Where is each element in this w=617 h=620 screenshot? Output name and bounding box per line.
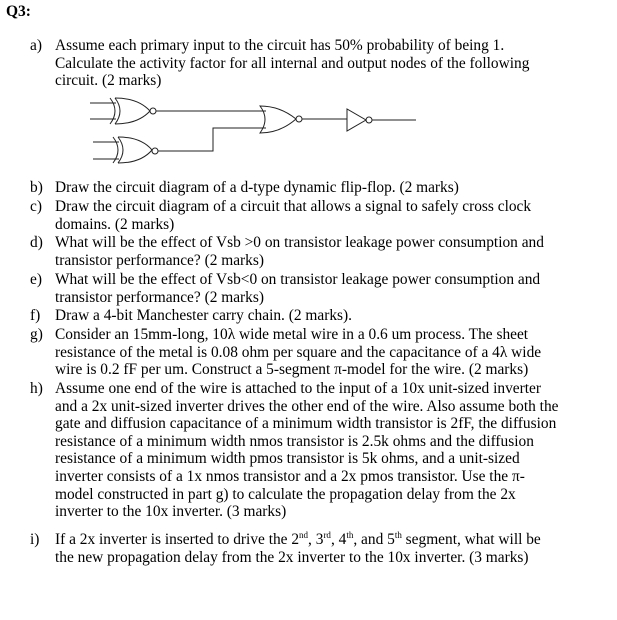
part-c [30,198,610,233]
part-text-line: model constructed in part g) to calculate the propagation delay from the 2x [55,485,516,503]
part-text-line: transistor performance? (2 marks) [55,251,264,269]
part-marker: f) [30,307,41,324]
ordinal-suffix: rd [323,530,331,540]
part-marker: h) [30,380,43,397]
part-marker: c) [30,198,42,215]
part-marker: g) [30,326,43,343]
xnor-gate-bottom-icon [93,137,158,163]
part-a [30,37,610,90]
part-marker: b) [30,179,43,196]
part-text-line [55,531,610,549]
part-marker: a) [30,37,42,54]
part-h [30,380,610,521]
part-text-line: resistance of the metal is 0.08 ohm per square and the capacitance of a 4λ wide [55,343,542,361]
part-text-line: the new propagation delay from the 2x inverter to the 10x inverter. (3 marks) [55,548,529,566]
part-marker: e) [30,271,42,288]
part-g [30,326,610,379]
part-d [30,234,610,269]
part-text-line: Consider an 15mm-long, 10λ wide metal wire in a 0.6 um process. The sheet [55,326,529,343]
ordinal-suffix: th [346,530,354,540]
part-text-line: inverter to the 10x inverter. (3 marks) [55,503,287,521]
part-text-line: Assume each primary input to the circuit has 50% probability of being 1. [55,37,505,54]
part-marker: d) [30,234,43,251]
part-marker: i) [30,531,40,548]
xnor-gate-top-icon [90,98,156,124]
part-text-line: Draw the circuit diagram of a d-type dynamic flip-flop. (2 marks) [55,179,459,196]
inverter-icon [347,109,372,131]
part-text-line: Calculate the activity factor for all internal and output nodes of the following [55,54,530,72]
part-text-line: Draw a 4-bit Manchester carry chain. (2 marks). [55,307,352,324]
part-text-line: wire is 0.2 fF per um. Construct a 5-segment π-model for the wire. (2 marks) [55,361,529,379]
part-text-line: What will be the effect of Vsb<0 on transistor leakage power consumption and [55,271,541,288]
ordinal-suffix: nd [299,530,309,540]
question-title: Q3: [6,3,31,20]
part-b [30,179,610,197]
part-i [30,531,610,566]
part-text-line: What will be the effect of Vsb >0 on transistor leakage power consumption and [55,234,544,251]
part-text-line: domains. (2 marks) [55,215,175,233]
part-text-line: resistance of a minimum width nmos transistor is 2.5k ohms and the diffusion [55,432,534,450]
part-text-line: circuit. (2 marks) [55,72,162,90]
logic-circuit-diagram [80,90,420,180]
part-text-line: resistance of a minimum width pmos transistor is 5k ohms, and a unit-sized [55,450,520,468]
text-fragment: , and 5 [353,531,395,548]
part-text-line: Assume one end of the wire is attached to the input of a 10x unit-sized inverter [55,380,541,397]
part-text-line: and a 2x unit-sized inverter drives the other end of the wire. Also assume both the [55,397,559,415]
nor-gate-icon [260,106,302,133]
ordinal-suffix: th [394,530,402,540]
text-fragment: , 3 [308,531,324,548]
part-text-line: Draw the circuit diagram of a circuit that allows a signal to safely cross clock [55,198,532,215]
part-e [30,271,610,306]
part-text-line: gate and diffusion capacitance of a minimum width transistor is 2fF, the diffusion [55,415,557,433]
part-f [30,307,610,325]
part-text-line: transistor performance? (2 marks) [55,288,264,306]
text-fragment: segment, what will be [401,531,541,548]
text-fragment: If a 2x inverter is inserted to drive the 2 [55,531,300,548]
part-text-line: inverter consists of a 1x nmos transistor and a 2x pmos transistor. Use the π- [55,467,525,485]
text-fragment: , 4 [330,531,347,548]
